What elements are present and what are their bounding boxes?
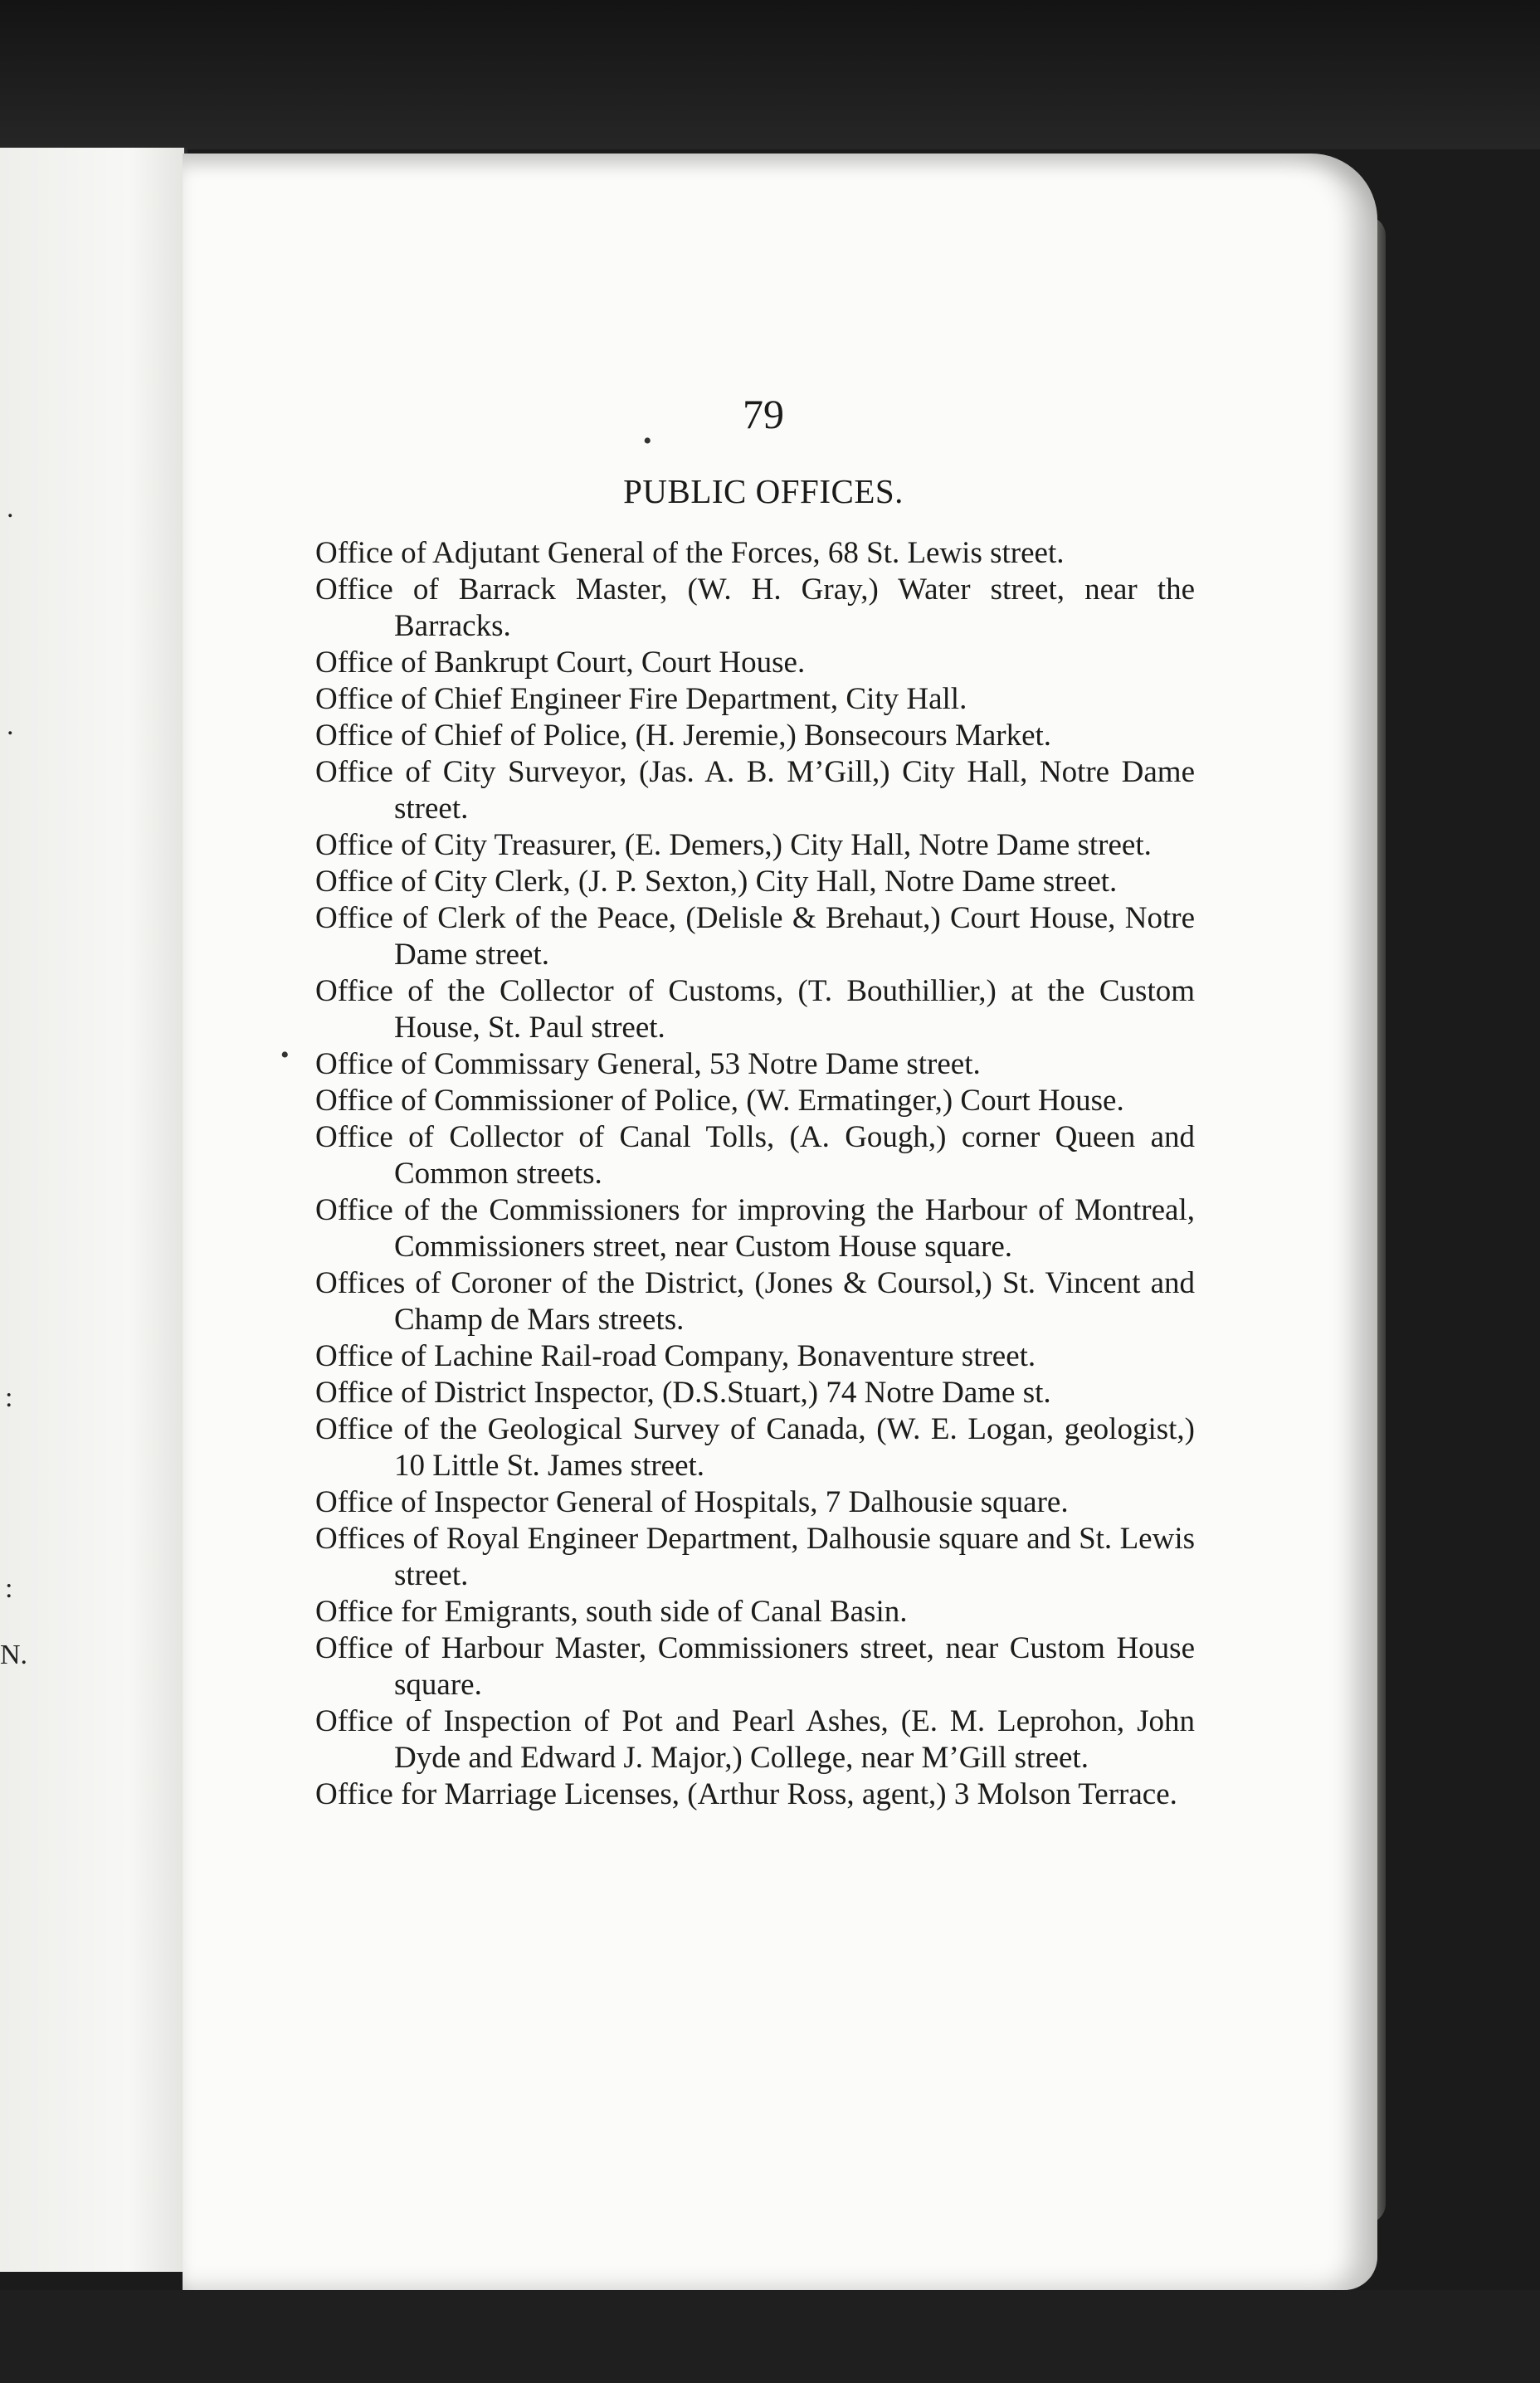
list-item: Office for Marriage Licenses, (Arthur Ross, agent,) 3 Molson Terrace. — [315, 1777, 1177, 1811]
list-item: Office of the Collector of Customs, (T. Bouthillier,) at the Custom House, St. Paul street. — [315, 974, 1195, 1045]
list-item: Offices of Royal Engineer Department, Dalhousie square and St. Lewis street. — [315, 1522, 1195, 1592]
office-list — [315, 535, 1195, 1813]
left-page-mark: : — [5, 1382, 13, 1413]
list-item: Office of the Geological Survey of Canada, (W. E. Logan, geologist,) 10 Little St. James street. — [315, 1412, 1195, 1483]
list-item: Office of Lachine Rail-road Company, Bonaventure street. — [315, 1339, 1036, 1373]
list-item: Office of District Inspector, (D.S.Stuart,) 74 Notre Dame st. — [315, 1376, 1051, 1410]
left-page-mark: N. — [0, 1640, 28, 1670]
list-item: Office of Chief of Police, (H. Jeremie,) Bonsecours Market. — [315, 719, 1052, 753]
page-title: PUBLIC OFFICES. — [623, 472, 904, 510]
list-item: Office of Barrack Master, (W. H. Gray,) Water street, near the Barracks. — [315, 573, 1195, 643]
list-item: Office of Commissary General, 53 Notre Dame street. — [315, 1047, 981, 1081]
page-number: 79 — [743, 391, 784, 437]
list-item: Office of Adjutant General of the Forces, 68 St. Lewis street. — [315, 536, 1065, 570]
list-item: Offices of Coroner of the District, (Jones & Coursol,) St. Vincent and Champ de Mars streets. — [315, 1266, 1195, 1337]
list-item: Office of City Treasurer, (E. Demers,) City Hall, Notre Dame street. — [315, 828, 1152, 862]
list-item: Office of Inspector General of Hospitals, 7 Dalhousie square. — [315, 1485, 1069, 1519]
list-item: Office of Commissioner of Police, (W. Ermatinger,) Court House. — [315, 1084, 1124, 1118]
left-page-mark: . — [7, 710, 14, 741]
list-item: Office of Harbour Master, Commissioners street, near Custom House square. — [315, 1631, 1195, 1702]
scan-background-top — [0, 0, 1540, 149]
list-item: Office of Chief Engineer Fire Department, City Hall. — [315, 682, 967, 716]
list-item: Office of Collector of Canal Tolls, (A. Gough,) corner Queen and Common streets. — [315, 1120, 1195, 1191]
left-page-mark: : — [5, 1573, 13, 1604]
list-item: Office of City Clerk, (J. P. Sexton,) City Hall, Notre Dame street. — [315, 865, 1118, 899]
list-item: Office of Inspection of Pot and Pearl Ashes, (E. M. Leprohon, John Dyde and Edward J. Major,) College, near M’Gill street. — [315, 1704, 1195, 1775]
list-item: Office of Clerk of the Peace, (Delisle & Brehaut,) Court House, Notre Dame street. — [315, 901, 1195, 972]
left-page-mark: . — [7, 493, 14, 524]
scan-background-bottom — [0, 2290, 1540, 2383]
list-item: Office for Emigrants, south side of Canal Basin. — [315, 1595, 908, 1629]
left-page-fragment — [0, 148, 188, 2272]
ink-speck: • — [643, 427, 652, 455]
ink-speck: • — [280, 1041, 290, 1069]
list-item: Office of the Commissioners for improving the Harbour of Montreal, Commissioners street, near Custom House square. — [315, 1193, 1195, 1264]
list-item: Office of Bankrupt Court, Court House. — [315, 646, 806, 680]
list-item: Office of City Surveyor, (Jas. A. B. M’Gill,) City Hall, Notre Dame street. — [315, 755, 1195, 826]
